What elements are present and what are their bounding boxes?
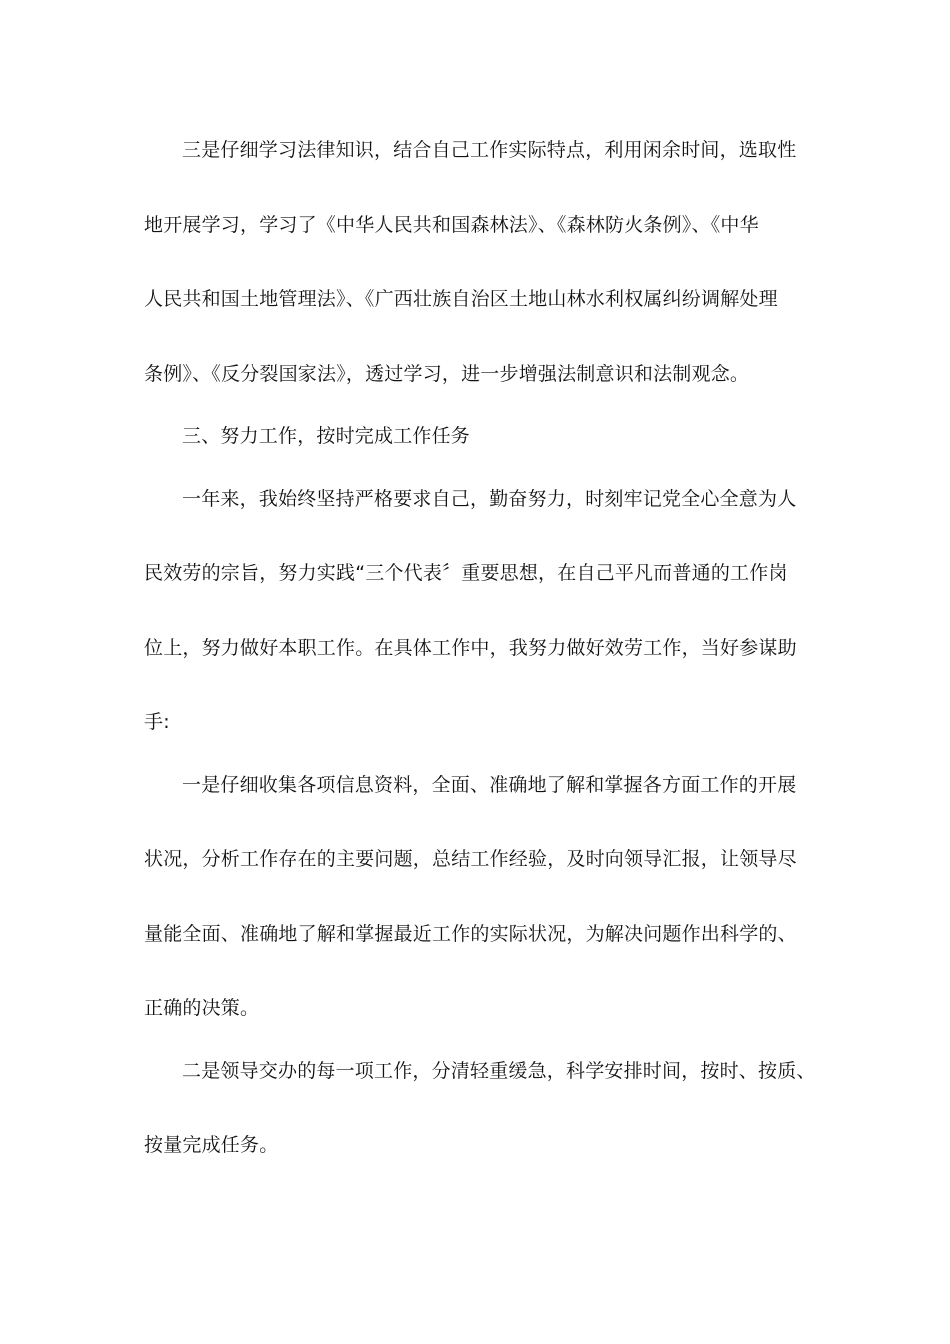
section-heading: 三、努力工作，按时完成工作任务 [182, 425, 471, 447]
paragraph-line: 一年来，我始终坚持严格要求自己，勤奋努力，时刻牢记党全心全意为人 [182, 488, 797, 510]
paragraph-line: 三是仔细学习法律知识，结合自己工作实际特点，利用闲余时间，选取性 [182, 139, 797, 161]
paragraph-line: 条例》、《反分裂国家法》，透过学习，进一步增强法制意识和法制观念。 [144, 363, 750, 385]
paragraph-line: 二是领导交办的每一项工作，分清轻重缓急，科学安排时间，按时、按质、 [182, 1060, 816, 1082]
paragraph-line: 状况，分析工作存在的主要问题，总结工作经验，及时向领导汇报，让领导尽 [144, 848, 797, 870]
paragraph-line: 地开展学习，学习了《中华人民共和国森林法》、《森林防火条例》、《中华 [144, 214, 759, 236]
paragraph-line: 量能全面、准确地了解和掌握最近工作的实际状况，为解决问题作出科学的、 [144, 923, 797, 945]
paragraph-line: 按量完成任务。 [144, 1134, 279, 1156]
paragraph-line: 正确的决策。 [144, 997, 260, 1019]
paragraph-line: 人民共和国土地管理法》、《广西壮族自治区土地山林水利权属纠纷调解处理 [144, 288, 778, 310]
paragraph-line: 位上，努力做好本职工作。在具体工作中，我努力做好效劳工作，当好参谋助 [144, 637, 797, 659]
paragraph-line: 一是仔细收集各项信息资料，全面、准确地了解和掌握各方面工作的开展 [182, 774, 797, 796]
paragraph-line: 民效劳的宗旨，努力实践“三个代表〞重要思想，在自己平凡而普通的工作岗 [144, 562, 788, 584]
paragraph-line: 手: [144, 711, 170, 733]
